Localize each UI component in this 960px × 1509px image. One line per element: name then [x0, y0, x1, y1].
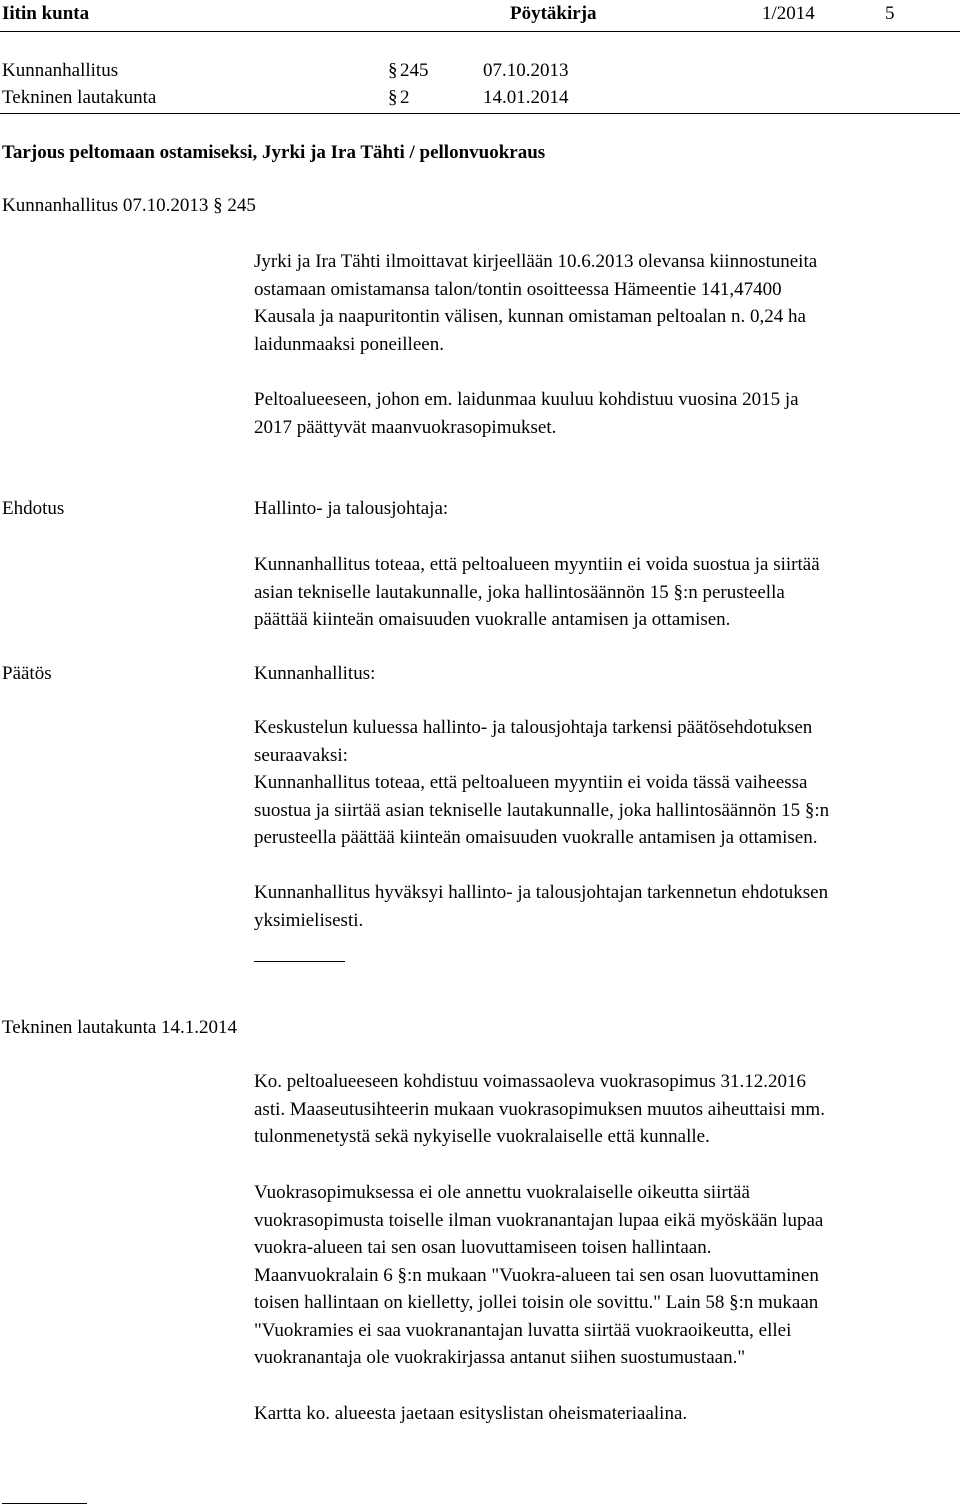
- signature-rule: [254, 961, 345, 962]
- matter-title: Tarjous peltomaan ostamiseksi, Jyrki ja Ira Tähti / pellonvuokraus: [2, 142, 546, 163]
- intro-paragraph-2: [254, 386, 799, 441]
- meeting-divider: [0, 113, 960, 114]
- paatos-paragraph-2: [254, 879, 828, 934]
- meeting-date: 14.01.2014: [483, 87, 569, 108]
- document-type: Pöytäkirja: [510, 3, 597, 24]
- text-line: päättää kiinteän omaisuuden vuokralle antamisen ja ottamisen.: [254, 609, 731, 630]
- text-line: Kunnanhallitus toteaa, että peltoalueen myyntiin ei voida suostua ja siirtää: [254, 554, 820, 575]
- text-line: Kausala ja naapuritontin välisen, kunnan omistaman peltoalan n. 0,24 ha: [254, 306, 806, 327]
- intro-paragraph-1: [254, 248, 817, 358]
- section-sign-icon: §: [388, 60, 398, 81]
- text-line: perusteella päättää kiinteän omaisuuden vuokralle antamisen ja ottamisen.: [254, 827, 818, 848]
- paatos-author: [254, 660, 375, 688]
- tekninen-heading: Tekninen lautakunta 14.1.2014: [2, 1017, 238, 1038]
- text-line: tulonmenetystä sekä nykyiselle vuokralaiselle että kunnalle.: [254, 1126, 710, 1147]
- section-sign-icon: §: [388, 87, 398, 108]
- paatos-paragraph-1: [254, 714, 829, 852]
- footnote-rule: [2, 1503, 87, 1504]
- text-line: ostamaan omistamansa talon/tontin osoitteessa Hämeentie 141,47400: [254, 278, 782, 300]
- kh-heading-prefix: Kunnanhallitus 07.10.2013: [2, 195, 209, 216]
- meeting-body: Kunnanhallitus: [2, 60, 119, 81]
- text-line: 2017 päättyvät maanvuokrasopimukset.: [254, 416, 557, 438]
- paatos-label: Päätös: [2, 663, 52, 684]
- tekninen-paragraph-3: [254, 1400, 687, 1428]
- text-line: toisen hallintaan on kielletty, jollei toisin ole sovittu." Lain 58 §:n mukaan: [254, 1292, 819, 1313]
- meeting-section-number: 245: [400, 60, 429, 81]
- text-line: yksimielisesti.: [254, 909, 364, 931]
- text-line: Jyrki ja Ira Tähti ilmoittavat kirjeellään 10.6.2013 olevansa kiinnostuneita: [254, 251, 818, 272]
- text-line: "Vuokramies ei saa vuokranantajan luvatta siirtää vuokraoikeutta, ellei: [254, 1319, 792, 1341]
- tekninen-paragraph-2: [254, 1179, 823, 1372]
- page-number: 5: [885, 3, 895, 24]
- text-line: asian tekniselle lautakunnalle, joka hallintosäännön 15 §:n perusteella: [254, 581, 785, 603]
- ehdotus-label: Ehdotus: [2, 498, 65, 519]
- tekninen-paragraph-1: [254, 1068, 825, 1151]
- text-line: Keskustelun kuluessa hallinto- ja talousjohtaja tarkensi päätösehdotuksen: [254, 717, 813, 738]
- meeting-section-number: 2: [400, 87, 410, 108]
- text-line: suostua ja siirtää asian tekniselle lautakunnalle, joka hallintosäännön 15 §:n: [254, 799, 830, 821]
- meeting-date: 07.10.2013: [483, 60, 569, 81]
- text-line: asti. Maaseutusihteerin mukaan vuokrasopimuksen muutos aiheuttaisi mm.: [254, 1098, 825, 1120]
- ehdotus-text: [254, 551, 820, 634]
- text-line: vuokrasopimusta toiselle ilman vuokranantajan lupaa eikä myöskään lupaa: [254, 1209, 824, 1231]
- text-line: Vuokrasopimuksessa ei ole annettu vuokralaiselle oikeutta siirtää: [254, 1182, 750, 1203]
- kh-heading-section: 245: [227, 195, 256, 216]
- text-line: Kunnanhallitus hyväksyi hallinto- ja talousjohtajan tarkennetun ehdotuksen: [254, 882, 829, 903]
- text-line: laidunmaaksi poneilleen.: [254, 333, 444, 355]
- text-line: seuraavaksi:: [254, 744, 348, 766]
- text-line: Kartta ko. alueesta jaetaan esityslistan oheismateriaalina.: [254, 1403, 688, 1424]
- text-line: Ko. peltoalueeseen kohdistuu voimassaoleva vuokrasopimus 31.12.2016: [254, 1071, 806, 1092]
- header-divider: [0, 31, 960, 32]
- kh-heading: [2, 192, 256, 219]
- municipality-name: Iitin kunta: [2, 3, 90, 24]
- text-line: Maanvuokralain 6 §:n mukaan "Vuokra-alueen tai sen osan luovuttaminen: [254, 1264, 819, 1286]
- meeting-body: Tekninen lautakunta: [2, 87, 157, 108]
- text-line: Hallinto- ja talousjohtaja:: [254, 498, 449, 519]
- section-sign-icon: §: [213, 195, 223, 216]
- text-line: Peltoalueeseen, johon em. laidunmaa kuuluu kohdistuu vuosina 2015 ja: [254, 389, 799, 410]
- page-reference: 1/2014: [762, 3, 815, 24]
- ehdotus-author: [254, 495, 448, 523]
- text-line: Kunnanhallitus toteaa, että peltoalueen myyntiin ei voida tässä vaiheessa: [254, 772, 808, 793]
- text-line: vuokra-alueen tai sen osan luovuttamiseen toisen hallintaan.: [254, 1237, 712, 1258]
- text-line: vuokranantaja ole vuokrakirjassa antanut siihen suostumustaan.": [254, 1347, 746, 1368]
- text-line: Kunnanhallitus:: [254, 663, 376, 684]
